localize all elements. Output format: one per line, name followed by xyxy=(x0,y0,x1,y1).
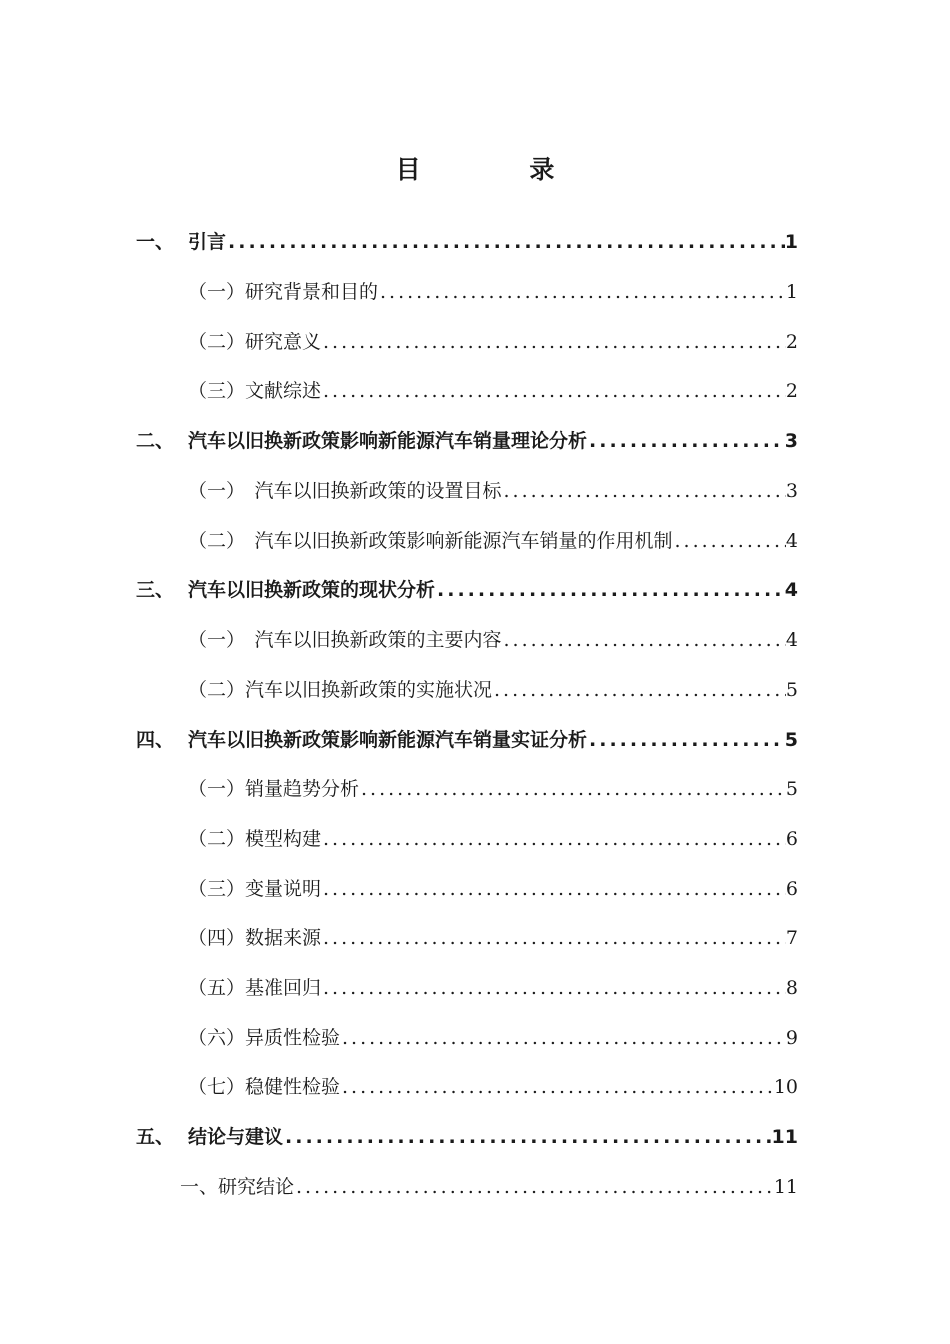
toc-entry-title: （一） 汽车以旧换新政策的设置目标 xyxy=(188,480,502,502)
toc-entry-number: 二、 xyxy=(136,430,175,452)
toc-entry[interactable] xyxy=(188,973,798,1003)
leader-dots xyxy=(321,376,786,406)
toc-entry-title: （六）异质性检验 xyxy=(188,1027,341,1049)
toc-entry-page: 11 xyxy=(773,1176,798,1198)
leader-dots xyxy=(321,824,786,854)
toc-entry[interactable] xyxy=(188,625,798,655)
toc-entry[interactable] xyxy=(188,774,798,804)
toc-entry[interactable] xyxy=(188,526,798,556)
toc-entry[interactable] xyxy=(188,476,798,506)
toc-entry[interactable] xyxy=(188,376,798,406)
toc-entry-number: 三、 xyxy=(136,579,175,601)
leader-dots xyxy=(492,675,786,705)
toc-entry-page: 10 xyxy=(773,1076,798,1098)
toc-entry[interactable] xyxy=(180,1172,798,1202)
toc-entry-page: 3 xyxy=(785,480,798,502)
toc-entry-page: 4 xyxy=(785,530,798,552)
leader-dots xyxy=(294,1172,774,1202)
toc-entry-title: （七）稳健性检验 xyxy=(188,1076,341,1098)
toc-entry-page: 5 xyxy=(784,729,798,751)
toc-entry[interactable] xyxy=(188,327,798,357)
leader-dots xyxy=(283,1122,772,1152)
toc-entry-title: （二）研究意义 xyxy=(188,331,322,353)
toc-entry-title: 汽车以旧换新政策影响新能源汽车销量实证分析 xyxy=(188,729,588,751)
leader-dots xyxy=(340,1023,786,1053)
leader-dots xyxy=(321,874,786,904)
toc-entry[interactable] xyxy=(188,923,798,953)
toc-entry-title: （五）基准回归 xyxy=(188,977,322,999)
leader-dots xyxy=(378,277,786,307)
toc-entry[interactable] xyxy=(188,1072,798,1102)
toc-entry-title: 汽车以旧换新政策影响新能源汽车销量理论分析 xyxy=(188,430,588,452)
toc-entry-number: 五、 xyxy=(136,1126,175,1148)
toc-entry-title: 一、研究结论 xyxy=(180,1176,295,1198)
leader-dots xyxy=(226,227,785,257)
page-title: 目 录 xyxy=(395,155,605,184)
toc-entry-title: （三）文献综述 xyxy=(188,380,322,402)
leader-dots xyxy=(321,327,786,357)
toc-entry-title: （二）汽车以旧换新政策的实施状况 xyxy=(188,679,493,701)
leader-dots xyxy=(321,973,786,1003)
toc-entry-page: 6 xyxy=(785,828,798,850)
toc-entry-title: 结论与建议 xyxy=(188,1126,284,1148)
leader-dots xyxy=(673,526,786,556)
leader-dots xyxy=(435,575,785,605)
toc-entry[interactable] xyxy=(188,277,798,307)
toc-entry[interactable] xyxy=(136,426,798,456)
toc-entry-number: 四、 xyxy=(136,729,175,751)
toc-entry-page: 9 xyxy=(785,1027,798,1049)
toc-entry-page: 8 xyxy=(785,977,798,999)
toc-entry[interactable] xyxy=(188,675,798,705)
toc-entry[interactable] xyxy=(188,874,798,904)
toc-entry[interactable] xyxy=(136,575,798,605)
toc-entry-title: （一） 汽车以旧换新政策的主要内容 xyxy=(188,629,502,651)
leader-dots xyxy=(359,774,786,804)
toc-entry-title: （一）销量趋势分析 xyxy=(188,778,360,800)
leader-dots xyxy=(587,725,785,755)
toc-entry[interactable] xyxy=(188,824,798,854)
toc-entry-page: 11 xyxy=(771,1126,798,1148)
toc-entry-page: 4 xyxy=(784,579,798,601)
toc-entry-page: 5 xyxy=(785,778,798,800)
toc-entry-title: （二）模型构建 xyxy=(188,828,322,850)
leader-dots xyxy=(340,1072,774,1102)
toc-entry-page: 1 xyxy=(784,231,798,253)
toc-entry[interactable] xyxy=(136,227,798,257)
toc-entry-page: 2 xyxy=(785,380,798,402)
toc-entry-number: 一、 xyxy=(136,231,175,253)
toc-entry[interactable] xyxy=(188,1023,798,1053)
toc-entry-page: 6 xyxy=(785,878,798,900)
leader-dots xyxy=(321,923,786,953)
toc-entry-page: 7 xyxy=(785,927,798,949)
toc-entry-title: （二） 汽车以旧换新政策影响新能源汽车销量的作用机制 xyxy=(188,530,673,552)
toc-entry-title: 汽车以旧换新政策的现状分析 xyxy=(188,579,436,601)
toc-entry-page: 2 xyxy=(785,331,798,353)
leader-dots xyxy=(587,426,785,456)
leader-dots xyxy=(502,476,786,506)
toc-entry[interactable] xyxy=(136,725,798,755)
toc-entry-title: （三）变量说明 xyxy=(188,878,322,900)
toc-entry-page: 5 xyxy=(785,679,798,701)
leader-dots xyxy=(502,625,786,655)
toc-entry[interactable] xyxy=(136,1122,798,1152)
toc-entry-title: （四）数据来源 xyxy=(188,927,322,949)
toc-entry-page: 4 xyxy=(785,629,798,651)
toc-entry-title: （一）研究背景和目的 xyxy=(188,281,379,303)
toc-entry-title: 引言 xyxy=(188,231,227,253)
toc-entry-page: 3 xyxy=(784,430,798,452)
toc-entry-page: 1 xyxy=(785,281,798,303)
